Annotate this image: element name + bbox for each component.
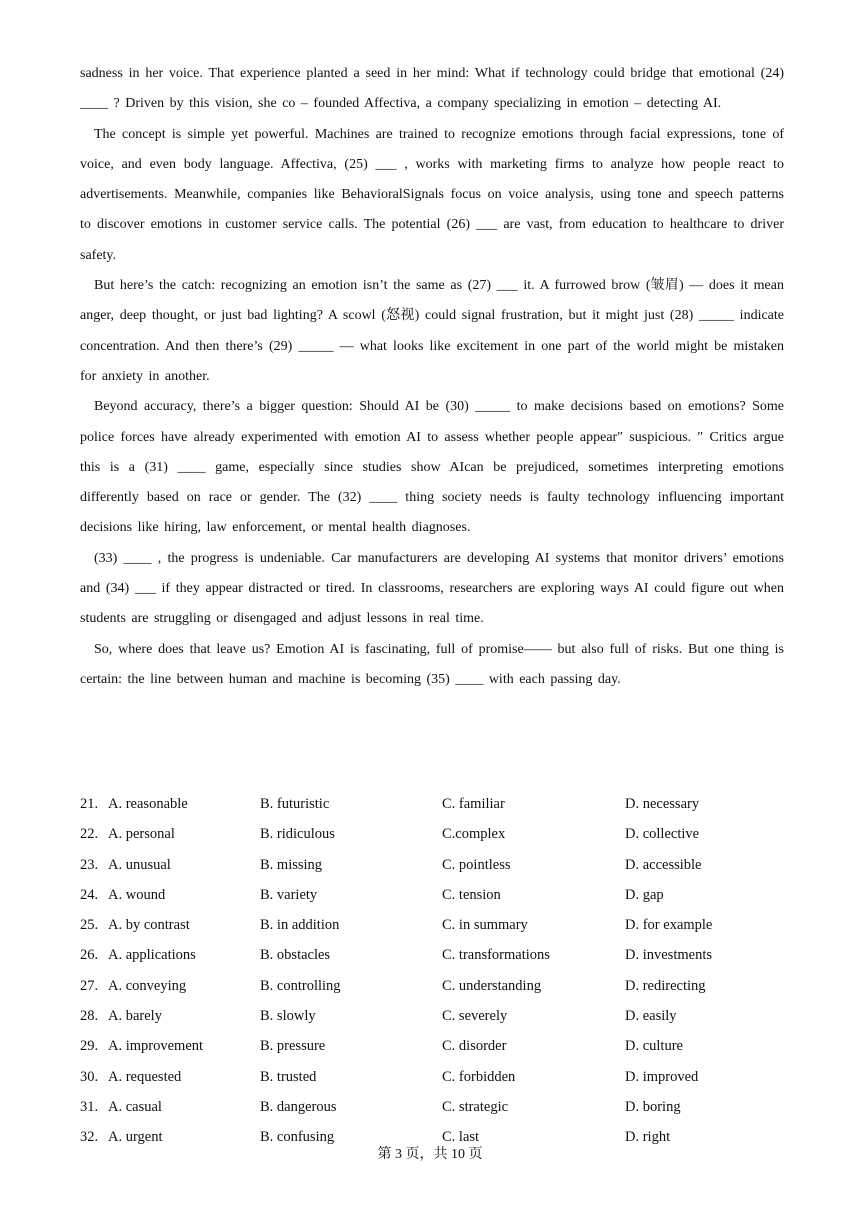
- option-d: D. collective: [625, 826, 700, 843]
- option-a: A. casual: [108, 1098, 162, 1115]
- option-b: B. futuristic: [260, 796, 330, 812]
- option-d: D. easily: [625, 1008, 677, 1025]
- option-c: C. familiar: [442, 796, 505, 812]
- option-c: C. strategic: [442, 1098, 509, 1115]
- passage-paragraph-6: So, where does that leave us? Emotion AI is fascinating, full of promise—— but also full of risks. But one thing is certain: the line between human and machine is becoming (35) ____ with each passing day.: [80, 641, 784, 687]
- option-a: A. personal: [108, 826, 175, 843]
- option-d: D. right: [625, 1129, 671, 1146]
- option-c: C. pointless: [442, 856, 511, 873]
- question-number: 24.: [80, 886, 99, 903]
- option-b: B. dangerous: [260, 1098, 337, 1115]
- option-b: B. trusted: [260, 1068, 317, 1085]
- option-c: C. transformations: [442, 947, 550, 964]
- option-b: B. variety: [260, 886, 318, 903]
- option-a: A. reasonable: [108, 796, 188, 812]
- option-a: A. unusual: [108, 856, 171, 873]
- option-b: B. pressure: [260, 1038, 326, 1055]
- option-a: A. improvement: [108, 1038, 204, 1055]
- question-row-23: [80, 850, 784, 880]
- question-row-27: [80, 971, 784, 1001]
- question-number: 21.: [80, 796, 99, 812]
- passage-paragraph-2: The concept is simple yet powerful. Machines are trained to recognize emotions through facial expressions, tone of voice, and even body language. Affectiva, (25) ___ , works with marketing firms to analyze how people react to advertisements. Meanwhile, companies like BehavioralSignals focus on voice analysis, using tone and speech patterns to discover emotions in customer service calls. The potential (26) ___ are vast, from education to healthcare to driver safety.: [80, 126, 784, 263]
- question-number: 32.: [80, 1129, 99, 1146]
- option-a: A. conveying: [108, 977, 187, 994]
- option-b: B. confusing: [260, 1129, 335, 1146]
- option-d: D. redirecting: [625, 977, 706, 994]
- option-d: D. accessible: [625, 856, 702, 873]
- option-a: A. by contrast: [108, 917, 190, 934]
- option-a: A. requested: [108, 1068, 182, 1085]
- option-c: C. last: [442, 1129, 480, 1146]
- option-c: C. understanding: [442, 977, 542, 994]
- question-row-25: [80, 910, 784, 940]
- option-c: C. in summary: [442, 917, 528, 934]
- question-number: 26.: [80, 947, 99, 964]
- option-a: A. wound: [108, 886, 166, 903]
- option-d: D. for example: [625, 917, 713, 934]
- question-row-26: [80, 940, 784, 970]
- question-row-31: [80, 1092, 784, 1122]
- question-row-22: [80, 819, 784, 849]
- option-a: A. applications: [108, 947, 196, 964]
- option-b: B. missing: [260, 856, 323, 873]
- option-b: B. ridiculous: [260, 826, 335, 843]
- answer-options-list: [80, 789, 784, 1153]
- question-row-28: [80, 1001, 784, 1031]
- option-a: A. barely: [108, 1008, 162, 1025]
- option-d: D. boring: [625, 1098, 681, 1115]
- option-d: D. gap: [625, 886, 664, 903]
- option-c: C. disorder: [442, 1038, 507, 1055]
- passage-paragraph-1: sadness in her voice. That experience planted a seed in her mind: What if technology could bridge that emotional (24) ____ ? Driven by this vision, she co – founded Affectiva, a company specializing in emotion – detecting AI.: [80, 66, 784, 112]
- option-b: B. in addition: [260, 917, 340, 934]
- option-c: C. forbidden: [442, 1068, 516, 1085]
- option-b: B. obstacles: [260, 947, 331, 964]
- question-number: 22.: [80, 826, 99, 843]
- passage-paragraph-4: Beyond accuracy, there’s a bigger question: Should AI be (30) _____ to make decisions based on emotions? Some police forces have already experimented with emotion AI to assess whether people appear″ suspicious. ″ Critics argue this is a (31) ____ game, especially since studies show AIcan be prejudiced, sometimes interpreting emotions differently based on race or gender. The (32) ____ thing society needs is faulty technology influencing important decisions like hiring, law enforcement, or mental health diagnoses.: [80, 399, 784, 536]
- option-b: B. slowly: [260, 1008, 316, 1025]
- option-d: D. culture: [625, 1038, 683, 1055]
- option-b: B. controlling: [260, 977, 341, 994]
- question-number: 25.: [80, 917, 99, 934]
- option-d: D. investments: [625, 947, 712, 964]
- passage-paragraph-3: But here’s the catch: recognizing an emotion isn’t the same as (27) ___ it. A furrowed brow (皱眉) — does it mean anger, deep thought, or just bad lighting? A scowl (怒视) could signal frustration, but it might just (28) _____ indicate concentration. And then there’s (29) _____ — what looks like excitement in one part of the world might be mistaken for anxiety in another.: [80, 278, 784, 384]
- question-number: 27.: [80, 977, 99, 994]
- question-row-29: [80, 1031, 784, 1061]
- page-number-footer: 第 3 页，共 10 页: [377, 1147, 483, 1162]
- question-number: 29.: [80, 1038, 99, 1055]
- passage-paragraph-5: (33) ____ , the progress is undeniable. Car manufacturers are developing AI systems that monitor drivers’ emotions and (34) ___ if they appear distracted or tired. In classrooms, researchers are exploring ways AI could figure out when students are struggling or disengaged and adjust lessons in real time.: [80, 550, 784, 627]
- question-number: 28.: [80, 1008, 99, 1025]
- option-c: C. severely: [442, 1008, 508, 1025]
- question-number: 23.: [80, 856, 99, 873]
- question-row-24: [80, 880, 784, 910]
- option-a: A. urgent: [108, 1129, 163, 1146]
- question-row-21: [80, 789, 784, 819]
- question-number: 30.: [80, 1068, 99, 1085]
- question-row-30: [80, 1062, 784, 1092]
- question-number: 31.: [80, 1098, 99, 1115]
- option-d: D. improved: [625, 1068, 699, 1085]
- cloze-passage: [80, 59, 784, 695]
- option-c: C.complex: [442, 826, 506, 843]
- option-d: D. necessary: [625, 796, 700, 812]
- option-c: C. tension: [442, 886, 501, 903]
